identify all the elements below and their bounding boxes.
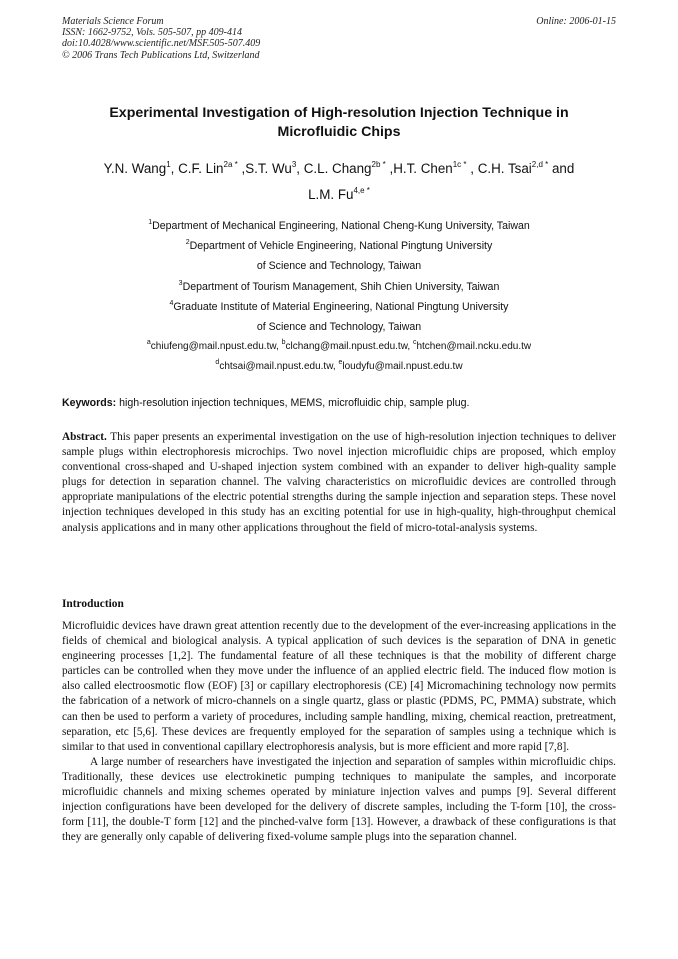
email-e[interactable]: loudyfu@mail.npust.edu.tw xyxy=(342,361,463,373)
affiliation-continued: of Science and Technology, Taiwan xyxy=(256,260,422,273)
email-d[interactable]: chtsai@mail.npust.edu.tw xyxy=(219,361,333,373)
abstract-label: Abstract. xyxy=(62,431,107,443)
email-b[interactable]: clchang@mail.npust.edu.tw xyxy=(285,341,408,353)
email-a[interactable]: chiufeng@mail.npust.edu.tw xyxy=(150,341,277,353)
abstract xyxy=(62,430,616,536)
paper-title xyxy=(62,104,616,142)
keywords xyxy=(62,396,616,410)
section-heading-introduction: Introduction xyxy=(62,598,124,610)
author-list xyxy=(40,156,638,208)
affiliation-list xyxy=(62,216,616,378)
email-line-1: $^a$chiufeng@mail.npust.edu.tw, $^b$clchang@mail.npust.edu.tw, $^c$htchen@mail.ncku.edu.tw xyxy=(146,339,532,353)
author: H.T. Chen$^{1c *}$ , xyxy=(393,160,478,176)
email-line-2: $^d$chtsai@mail.npust.edu.tw, $^e$loudyfu@mail.npust.edu.tw xyxy=(215,359,463,373)
issn-line: ISSN: 1662-9752, Vols. 505-507, pp 409-414 xyxy=(62,27,242,39)
author: S.T. Wu$^3$, xyxy=(245,160,304,176)
paragraph: A large number of researchers have investigated the injection and separation of samples within microfluidic chips. Traditionally, these devices use electrokinetic pumping techniques to manipulate the samples, and incorporate microfluidic channels and mixing schemes operated by miniature injection valves and pumps [9]. Several different injection configurations have been developed for the delivery of discrete samples, including the T-form [10], the cross-form [11], the double-T form [12] and the pinched-valve form [13]. However, a drawback of these configurations is that they are generally only capable of delivering fixed-volume sample plugs into the separation channel. xyxy=(62,755,616,844)
title-line-2: Microfluidic Chips xyxy=(277,124,401,140)
copyright-line: © 2006 Trans Tech Publications Ltd, Switzerland xyxy=(62,49,260,61)
author: C.H. Tsai$^{2,d *}$ and xyxy=(477,160,575,176)
email-c[interactable]: htchen@mail.ncku.edu.tw xyxy=(416,341,532,353)
affiliation: $^2$Department of Vehicle Engineering, National Pingtung University xyxy=(185,239,493,253)
journal-header xyxy=(62,16,616,61)
abstract-text: This paper presents an experimental investigation on the use of high-resolution injection techniques to deliver sample plugs within electrophoresis microchips. Two novel injection microfluidic chips are proposed, which employ conventional cross-shaped and U-shaped injection system combined with an expander to deliver high-quality sample plugs for detection in separation channel. The valving characteristics on microfluidic devices are controlled through appropriate manipulations of the electric potential strengths during the sample injection and separation steps. These novel injection techniques developed in this study has an exciting potential for use in high-quality, high-throughput chemical analysis applications and in many other applications throughout the field of micro-total-analysis systems. xyxy=(62,431,616,534)
author: C.F. Lin$^{2a *}$ , xyxy=(178,160,246,176)
keywords-text: high-resolution injection techniques, MEMS, microfluidic chip, sample plug. xyxy=(119,397,470,409)
author: Y.N. Wang$^1$, xyxy=(103,160,179,176)
affiliation: $^1$Department of Mechanical Engineering, National Cheng-Kung University, Taiwan xyxy=(148,219,530,232)
doi-line: doi:10.4028/www.scientific.net/MSF.505-507.409 xyxy=(62,38,261,50)
online-date: Online: 2006-01-15 xyxy=(536,16,616,27)
title-line-1: Experimental Investigation of High-resolution Injection Technique in xyxy=(109,105,569,121)
affiliation-continued: of Science and Technology, Taiwan xyxy=(256,321,422,334)
affiliation: $^4$Graduate Institute of Material Engineering, National Pingtung University xyxy=(169,299,509,313)
author: C.L. Chang$^{2b *}$ , xyxy=(303,160,394,176)
paragraph: Microfluidic devices have drawn great attention recently due to the development of the ever-increasing applications in the fields of chemical and biological analysis. A typical application of such devices is the separation of DNA in genetic engineering processes [1,2]. The fundamental feature of all these techniques is that the mobility of different charge particles can be controlled when they move under the influence of an applied electric field. The induced flow motion is also called electroosmotic flow (EOF) [3] or capillary electrophoresis (CE) [4] Micromachining technology now permits the fabrication of a network of micro-channels on a single quartz, glass or plastic (PDMS, PC, PMMA) substrate, which can then be used to perform a variety of procedures, including sample handling, mixing, chemical reaction, pretreatment, separation, etc [5,6]. These devices are frequently employed for the separation of samples using a technique which is similar to that used in conventional capillary electrophoresis analysis, but is more efficient and more rapid [7,8]. xyxy=(62,620,616,753)
introduction-body xyxy=(62,619,616,845)
affiliation: $^3$Department of Tourism Management, Shih Chien University, Taiwan xyxy=(178,279,500,293)
journal-name: Materials Science Forum xyxy=(62,16,164,27)
keywords-label: Keywords: xyxy=(62,397,117,409)
author: L.M. $Fu^{4,e *}$ xyxy=(308,186,370,202)
